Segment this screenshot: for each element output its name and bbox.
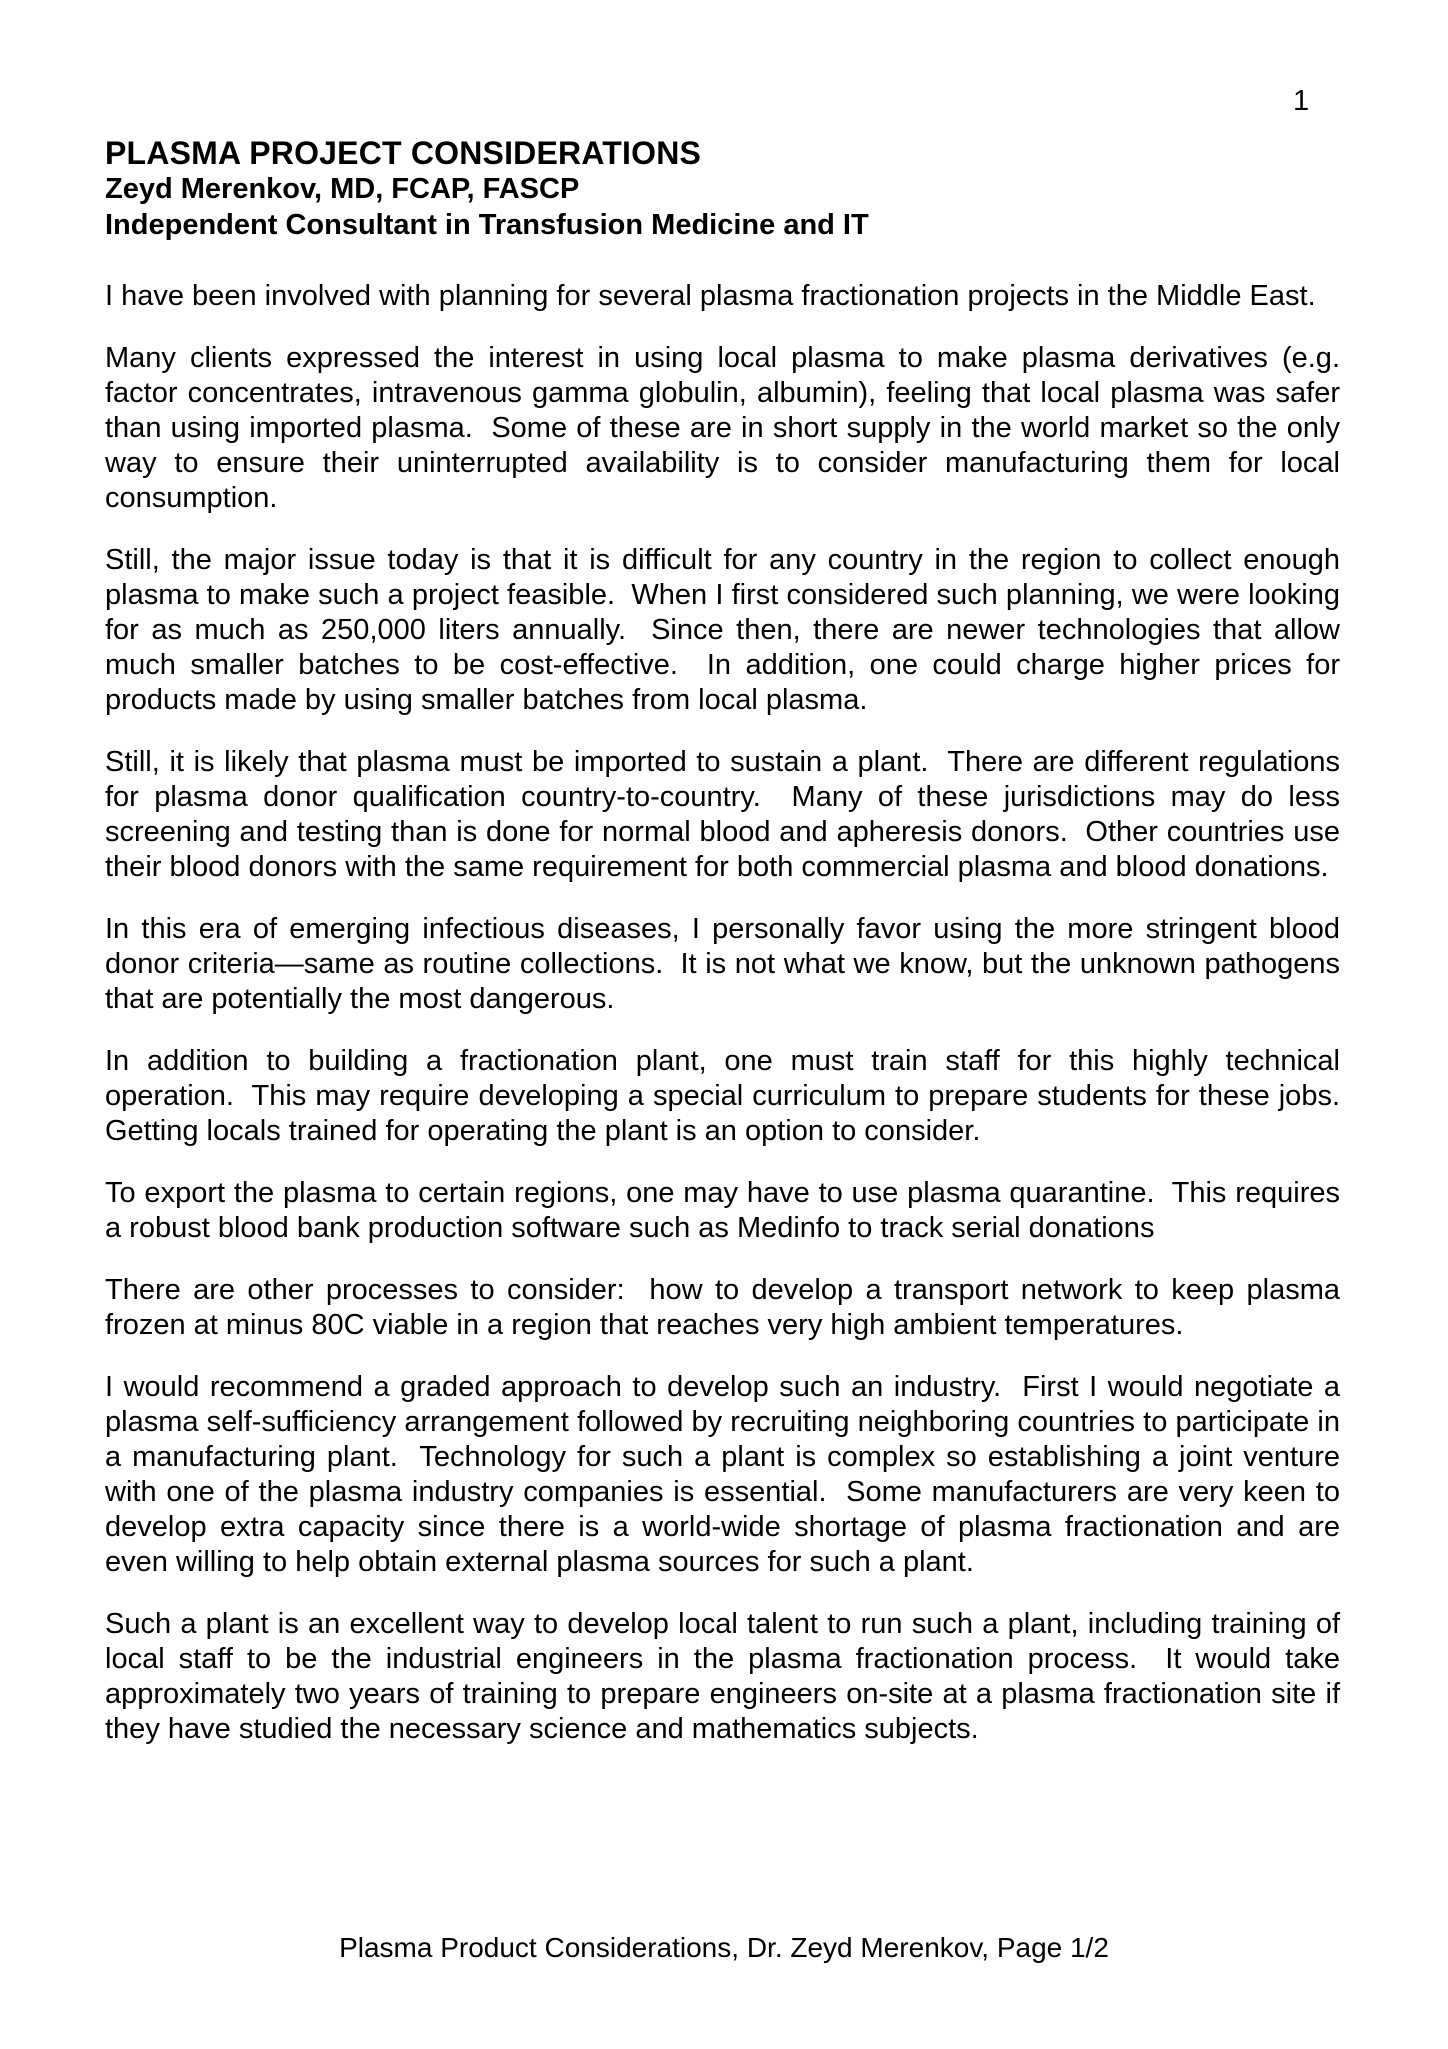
page-footer: Plasma Product Considerations, Dr. Zeyd Merenkov, Page 1/2 <box>339 1932 1109 1963</box>
paragraph-plasma-quarantine: To export the plasma to certain regions, one may have to use plasma quarantine. This requires a robust blood bank production software such as Medinfo to track serial donations <box>105 1177 1349 1244</box>
document-content <box>105 135 1357 1747</box>
page-number: 1 <box>1293 85 1310 117</box>
body-text <box>105 279 1357 1747</box>
document-title: PLASMA PROJECT CONSIDERATIONS <box>105 135 702 171</box>
author-line: Zeyd Merenkov, MD, FCAP, FASCP <box>105 173 580 205</box>
paragraph-staff-training: In addition to building a fractionation plant, one must train staff for this highly technical operation. This may require developing a special curriculum to prepare students for these jobs. Getting locals trained for operating the plant is an option to consider. <box>105 1045 1357 1147</box>
paragraph-graded-approach: I would recommend a graded approach to develop such an industry. First I would negotiate a plasma self-sufficiency arrangement followed by recruiting neighboring countries to participate in a manufacturing plant. Technology for such a plant is complex so establishing a joint venture with one of the plasma industry companies is essential. Some manufacturers are very keen to develop extra capacity since there is a world-wide shortage of plasma fractionation and are even willing to help obtain external plasma sources for such a plant. <box>105 1371 1349 1578</box>
paragraph-donor-criteria: In this era of emerging infectious diseases, I personally favor using the more stringent blood donor criteria—same as routine collections. It is not what we know, but the unknown pathogens that are potentially the most dangerous. <box>105 913 1349 1015</box>
paragraph-client-interest: Many clients expressed the interest in using local plasma to make plasma derivatives (e.g. factor concentrates, intravenous gamma globulin, albumin), feeling that local plasma was safer than using imported plasma. Some of these are in short supply in the world market so the only way to ensure their uninterrupted availability is to consider manufacturing them for local consumption. <box>105 342 1349 514</box>
author-role-line: Independent Consultant in Transfusion Medicine and IT <box>105 209 869 241</box>
paragraph-import-regulations: Still, it is likely that plasma must be imported to sustain a plant. There are different regulations for plasma donor qualification country-to-country. Many of these jurisdictions may do less screening and testing than is done for normal blood and apheresis donors. Other countries use their blood donors with the same requirement for both commercial plasma and blood donations. <box>105 746 1349 883</box>
paragraph-transport-network: There are other processes to consider: how to develop a transport network to keep plasma frozen at minus 80C viable in a region that reaches very high ambient temperatures. <box>105 1274 1349 1341</box>
paragraph-collection-issue: Still, the major issue today is that it is difficult for any country in the region to collect enough plasma to make such a project feasible. When I first considered such planning, we were looking for as much as 250,000 liters annually. Since then, there are newer technologies that allow much smaller batches to be cost-effective. In addition, one could charge higher prices for products made by using smaller batches from local plasma. <box>105 544 1349 716</box>
paragraph-local-talent: Such a plant is an excellent way to develop local talent to run such a plant, including training of local staff to be the industrial engineers in the plasma fractionation process. It would take approximately two years of training to prepare engineers on-site at a plasma fractionation site if they have studied the necessary science and mathematics subjects. <box>105 1608 1349 1745</box>
paragraph-intro: I have been involved with planning for several plasma fractionation projects in the Middle East. <box>105 280 1316 312</box>
